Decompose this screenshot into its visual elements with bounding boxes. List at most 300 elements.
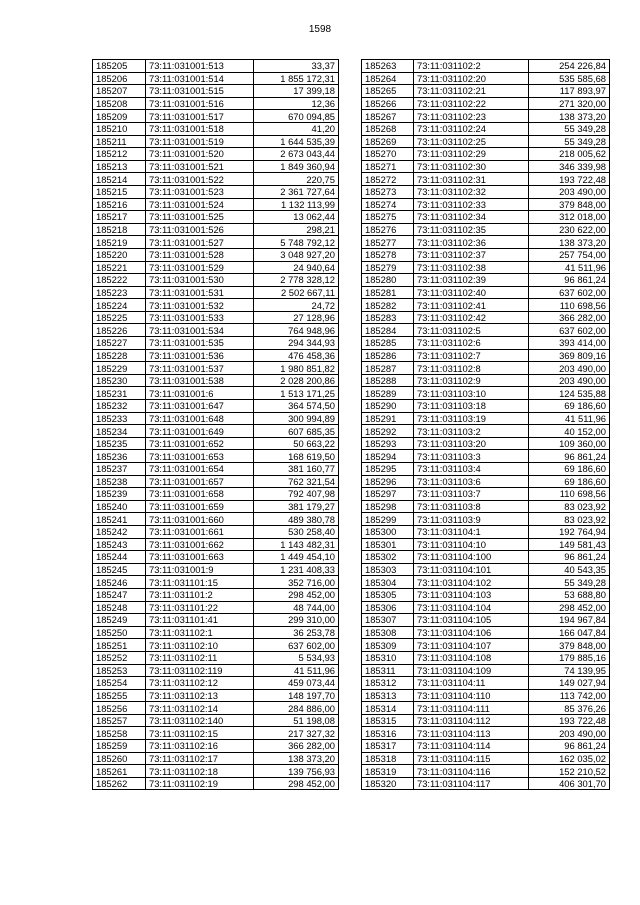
value-cell: 55 349,28: [529, 122, 610, 135]
cadastral-number: 73:11:031103:4: [414, 463, 529, 476]
cadastral-number: 73:11:031001:529: [146, 261, 254, 274]
value-cell: 379 848,00: [529, 639, 610, 652]
value-cell: 230 622,00: [529, 223, 610, 236]
value-cell: 2 361 727,64: [254, 185, 339, 198]
row-number: 185229: [93, 362, 146, 375]
value-cell: 393 414,00: [529, 337, 610, 350]
table-row: [93, 626, 339, 639]
row-number: 185264: [362, 72, 414, 85]
row-number: 185263: [362, 60, 414, 73]
value-cell: 284 886,00: [254, 702, 339, 715]
row-number: 185280: [362, 274, 414, 287]
table-row: [362, 135, 610, 148]
value-cell: 69 186,60: [529, 400, 610, 413]
cadastral-number: 73:11:031102:20: [414, 72, 529, 85]
table-row: [362, 651, 610, 664]
cadastral-number: 73:11:031103:2: [414, 425, 529, 438]
table-row: [93, 614, 339, 627]
value-cell: 149 581,43: [529, 538, 610, 551]
value-cell: 762 321,54: [254, 475, 339, 488]
cadastral-number: 73:11:031102:31: [414, 173, 529, 186]
value-cell: 1 132 113,99: [254, 198, 339, 211]
table-row: [362, 689, 610, 702]
cadastral-number: 73:11:031102:11: [146, 651, 254, 664]
value-cell: 1 449 454,10: [254, 551, 339, 564]
cadastral-number: 73:11:031104:10: [414, 538, 529, 551]
value-cell: 3 048 927,20: [254, 248, 339, 261]
table-row: [362, 311, 610, 324]
row-number: 185246: [93, 576, 146, 589]
cadastral-number: 73:11:031104:113: [414, 727, 529, 740]
cadastral-number: 73:11:031001:6: [146, 387, 254, 400]
cadastral-number: 73:11:031103:10: [414, 387, 529, 400]
table-row: [362, 525, 610, 538]
row-number: 185256: [93, 702, 146, 715]
cadastral-number: 73:11:031102:29: [414, 148, 529, 161]
cadastral-number: 73:11:031102:13: [146, 689, 254, 702]
value-cell: 51 198,08: [254, 714, 339, 727]
value-cell: 792 407,98: [254, 488, 339, 501]
value-cell: 203 490,00: [529, 362, 610, 375]
cadastral-number: 73:11:031001:648: [146, 412, 254, 425]
table-row: [362, 286, 610, 299]
cadastral-number: 73:11:031103:7: [414, 488, 529, 501]
table-row: [93, 551, 339, 564]
table-row: [93, 236, 339, 249]
value-cell: 1 980 851,82: [254, 362, 339, 375]
value-cell: 459 073,44: [254, 677, 339, 690]
table-row: [93, 248, 339, 261]
value-cell: 179 885,16: [529, 651, 610, 664]
row-number: 185292: [362, 425, 414, 438]
cadastral-number: 73:11:031101:15: [146, 576, 254, 589]
row-number: 185225: [93, 311, 146, 324]
value-cell: 50 663,22: [254, 437, 339, 450]
table-row: [362, 349, 610, 362]
table-row: [93, 777, 339, 790]
cadastral-number: 73:11:031102:32: [414, 185, 529, 198]
row-number: 185205: [93, 60, 146, 73]
value-cell: 352 716,00: [254, 576, 339, 589]
table-row: [362, 223, 610, 236]
table-row: [93, 261, 339, 274]
row-number: 185244: [93, 551, 146, 564]
value-cell: 124 535,88: [529, 387, 610, 400]
row-number: 185297: [362, 488, 414, 501]
row-number: 185212: [93, 148, 146, 161]
table-row: [362, 60, 610, 73]
table-row: [362, 274, 610, 287]
value-cell: 254 226,84: [529, 60, 610, 73]
row-number: 185209: [93, 110, 146, 123]
value-cell: 149 027,94: [529, 677, 610, 690]
row-number: 185227: [93, 337, 146, 350]
value-cell: 1 855 172,31: [254, 72, 339, 85]
cadastral-number: 73:11:031102:38: [414, 261, 529, 274]
row-number: 185269: [362, 135, 414, 148]
cadastral-number: 73:11:031001:523: [146, 185, 254, 198]
row-number: 185260: [93, 752, 146, 765]
table-row: [93, 274, 339, 287]
value-cell: 1 849 360,94: [254, 160, 339, 173]
value-cell: 13 062,44: [254, 211, 339, 224]
row-number: 185310: [362, 651, 414, 664]
table-row: [93, 412, 339, 425]
table-row: [362, 702, 610, 715]
value-cell: 637 602,00: [529, 324, 610, 337]
row-number: 185289: [362, 387, 414, 400]
row-number: 185233: [93, 412, 146, 425]
table-row: [362, 677, 610, 690]
table-row: [93, 450, 339, 463]
table-row: [362, 412, 610, 425]
table-row: [362, 173, 610, 186]
row-number: 185218: [93, 223, 146, 236]
cadastral-number: 73:11:031001:9: [146, 563, 254, 576]
cadastral-number: 73:11:031104:109: [414, 664, 529, 677]
table-row: [362, 324, 610, 337]
row-number: 185303: [362, 563, 414, 576]
cadastral-number: 73:11:031001:535: [146, 337, 254, 350]
table-row: [362, 72, 610, 85]
table-row: [93, 513, 339, 526]
table-row: [93, 538, 339, 551]
cadastral-number: 73:11:031102:30: [414, 160, 529, 173]
cadastral-number: 73:11:031104:108: [414, 651, 529, 664]
value-cell: 637 602,00: [254, 639, 339, 652]
value-cell: 41 511,96: [529, 412, 610, 425]
cadastral-number: 73:11:031102:2: [414, 60, 529, 73]
table-row: [362, 488, 610, 501]
table-row: [93, 311, 339, 324]
cadastral-number: 73:11:031104:102: [414, 576, 529, 589]
row-number: 185302: [362, 551, 414, 564]
value-cell: 476 458,36: [254, 349, 339, 362]
cadastral-number: 73:11:031102:7: [414, 349, 529, 362]
cadastral-number: 73:11:031001:520: [146, 148, 254, 161]
value-cell: 69 186,60: [529, 463, 610, 476]
value-cell: 36 253,78: [254, 626, 339, 639]
cadastral-number: 73:11:031102:22: [414, 97, 529, 110]
cadastral-number: 73:11:031001:515: [146, 85, 254, 98]
row-number: 185211: [93, 135, 146, 148]
value-cell: 298,21: [254, 223, 339, 236]
table-row: [93, 160, 339, 173]
value-cell: 166 047,84: [529, 626, 610, 639]
value-cell: 366 282,00: [529, 311, 610, 324]
cadastral-number: 73:11:031102:21: [414, 85, 529, 98]
value-cell: 138 373,20: [529, 236, 610, 249]
table-row: [93, 488, 339, 501]
cadastral-number: 73:11:031103:6: [414, 475, 529, 488]
cadastral-number: 73:11:031103:19: [414, 412, 529, 425]
table-row: [362, 185, 610, 198]
cadastral-number: 73:11:031001:660: [146, 513, 254, 526]
row-number: 185254: [93, 677, 146, 690]
row-number: 185277: [362, 236, 414, 249]
row-number: 185308: [362, 626, 414, 639]
row-number: 185311: [362, 664, 414, 677]
table-row: [362, 463, 610, 476]
row-number: 185268: [362, 122, 414, 135]
table-row: [362, 97, 610, 110]
value-cell: 192 764,94: [529, 525, 610, 538]
row-number: 185247: [93, 588, 146, 601]
table-row: [362, 299, 610, 312]
table-row: [362, 639, 610, 652]
row-number: 185236: [93, 450, 146, 463]
value-cell: 366 282,00: [254, 740, 339, 753]
cadastral-number: 73:11:031001:533: [146, 311, 254, 324]
value-cell: 298 452,00: [254, 777, 339, 790]
table-row: [362, 374, 610, 387]
value-cell: 83 023,92: [529, 513, 610, 526]
row-number: 185298: [362, 500, 414, 513]
cadastral-number: 73:11:031102:5: [414, 324, 529, 337]
row-number: 185274: [362, 198, 414, 211]
value-cell: 48 744,00: [254, 601, 339, 614]
cadastral-number: 73:11:031104:104: [414, 601, 529, 614]
value-cell: 1 143 482,31: [254, 538, 339, 551]
table-row: [362, 437, 610, 450]
value-cell: 138 373,20: [529, 110, 610, 123]
cadastral-number: 73:11:031104:103: [414, 588, 529, 601]
cadastral-number: 73:11:031001:526: [146, 223, 254, 236]
table-row: [362, 160, 610, 173]
cadastral-number: 73:11:031102:140: [146, 714, 254, 727]
table-row: [362, 714, 610, 727]
value-cell: 117 893,97: [529, 85, 610, 98]
row-number: 185294: [362, 450, 414, 463]
value-cell: 1 513 171,25: [254, 387, 339, 400]
cadastral-number: 73:11:031102:41: [414, 299, 529, 312]
row-number: 185319: [362, 765, 414, 778]
cadastral-number: 73:11:031102:34: [414, 211, 529, 224]
table-row: [93, 97, 339, 110]
value-cell: 17 399,18: [254, 85, 339, 98]
row-number: 185320: [362, 777, 414, 790]
cadastral-number: 73:11:031001:659: [146, 500, 254, 513]
row-number: 185237: [93, 463, 146, 476]
row-number: 185249: [93, 614, 146, 627]
table-row: [93, 425, 339, 438]
cadastral-number: 73:11:031001:528: [146, 248, 254, 261]
row-number: 185228: [93, 349, 146, 362]
value-cell: 33,37: [254, 60, 339, 73]
cadastral-number: 73:11:031102:14: [146, 702, 254, 715]
row-number: 185252: [93, 651, 146, 664]
cadastral-number: 73:11:031001:654: [146, 463, 254, 476]
value-cell: 24 940,64: [254, 261, 339, 274]
table-row: [93, 122, 339, 135]
value-cell: 203 490,00: [529, 727, 610, 740]
cadastral-number: 73:11:031104:100: [414, 551, 529, 564]
cadastral-number: 73:11:031001:521: [146, 160, 254, 173]
value-cell: 139 756,93: [254, 765, 339, 778]
value-cell: 41 511,96: [529, 261, 610, 274]
value-cell: 381 179,27: [254, 500, 339, 513]
row-number: 185232: [93, 400, 146, 413]
value-cell: 168 619,50: [254, 450, 339, 463]
row-number: 185230: [93, 374, 146, 387]
row-number: 185220: [93, 248, 146, 261]
row-number: 185306: [362, 601, 414, 614]
value-cell: 299 310,00: [254, 614, 339, 627]
row-number: 185291: [362, 412, 414, 425]
row-number: 185239: [93, 488, 146, 501]
table-row: [93, 362, 339, 375]
value-cell: 40 152,00: [529, 425, 610, 438]
table-row: [362, 425, 610, 438]
cadastral-number: 73:11:031102:6: [414, 337, 529, 350]
table-row: [93, 211, 339, 224]
table-row: [93, 765, 339, 778]
table-row: [93, 563, 339, 576]
cadastral-number: 73:11:031001:647: [146, 400, 254, 413]
table-row: [362, 601, 610, 614]
table-row: [93, 135, 339, 148]
cadastral-number: 73:11:031104:1: [414, 525, 529, 538]
table-row: [93, 324, 339, 337]
row-number: 185286: [362, 349, 414, 362]
row-number: 185221: [93, 261, 146, 274]
cadastral-number: 73:11:031001:538: [146, 374, 254, 387]
row-number: 185278: [362, 248, 414, 261]
value-cell: 294 344,93: [254, 337, 339, 350]
value-cell: 110 698,56: [529, 299, 610, 312]
row-number: 185271: [362, 160, 414, 173]
row-number: 185251: [93, 639, 146, 652]
row-number: 185207: [93, 85, 146, 98]
value-cell: 346 339,98: [529, 160, 610, 173]
value-cell: 1 231 408,33: [254, 563, 339, 576]
table-row: [362, 538, 610, 551]
table-row: [362, 148, 610, 161]
row-number: 185315: [362, 714, 414, 727]
value-cell: 271 320,00: [529, 97, 610, 110]
row-number: 185226: [93, 324, 146, 337]
cadastral-number: 73:11:031001:525: [146, 211, 254, 224]
cadastral-number: 73:11:031102:23: [414, 110, 529, 123]
value-cell: 55 349,28: [529, 576, 610, 589]
value-cell: 96 861,24: [529, 551, 610, 564]
row-number: 185285: [362, 337, 414, 350]
cadastral-number: 73:11:031102:40: [414, 286, 529, 299]
value-cell: 96 861,24: [529, 274, 610, 287]
table-row: [93, 588, 339, 601]
table-row: [362, 626, 610, 639]
table-row: [362, 450, 610, 463]
cadastral-number: 73:11:031104:116: [414, 765, 529, 778]
cadastral-number: 73:11:031001:530: [146, 274, 254, 287]
value-cell: 379 848,00: [529, 198, 610, 211]
page-number: 1598: [308, 24, 332, 35]
cadastral-number: 73:11:031102:36: [414, 236, 529, 249]
cadastral-number: 73:11:031001:524: [146, 198, 254, 211]
table-row: [93, 299, 339, 312]
row-number: 185282: [362, 299, 414, 312]
cadastral-number: 73:11:031001:517: [146, 110, 254, 123]
value-cell: 193 722,48: [529, 173, 610, 186]
cadastral-number: 73:11:031001:527: [146, 236, 254, 249]
table-row: [93, 702, 339, 715]
row-number: 185275: [362, 211, 414, 224]
cadastral-number: 73:11:031001:653: [146, 450, 254, 463]
table-row: [93, 525, 339, 538]
row-number: 185234: [93, 425, 146, 438]
cadastral-number: 73:11:031001:531: [146, 286, 254, 299]
row-number: 185217: [93, 211, 146, 224]
table-row: [93, 664, 339, 677]
cadastral-number: 73:11:031104:107: [414, 639, 529, 652]
table-row: [93, 677, 339, 690]
table-row: [93, 198, 339, 211]
value-cell: 41 511,96: [254, 664, 339, 677]
value-cell: 194 967,84: [529, 614, 610, 627]
row-number: 185266: [362, 97, 414, 110]
table-row: [362, 261, 610, 274]
row-number: 185307: [362, 614, 414, 627]
table-row: [93, 60, 339, 73]
table-row: [362, 362, 610, 375]
table-row: [93, 727, 339, 740]
cadastral-number: 73:11:031104:115: [414, 752, 529, 765]
cadastral-number: 73:11:031104:110: [414, 689, 529, 702]
value-cell: 138 373,20: [254, 752, 339, 765]
value-cell: 257 754,00: [529, 248, 610, 261]
cadastral-number: 73:11:031102:24: [414, 122, 529, 135]
value-cell: 607 685,35: [254, 425, 339, 438]
value-cell: 41,20: [254, 122, 339, 135]
row-number: 185287: [362, 362, 414, 375]
table-row: [362, 563, 610, 576]
value-cell: 109 360,00: [529, 437, 610, 450]
row-number: 185293: [362, 437, 414, 450]
row-number: 185313: [362, 689, 414, 702]
table-row: [93, 639, 339, 652]
row-number: 185240: [93, 500, 146, 513]
cadastral-number: 73:11:031102:37: [414, 248, 529, 261]
table-row: [362, 122, 610, 135]
value-cell: 53 688,80: [529, 588, 610, 601]
row-number: 185214: [93, 173, 146, 186]
registry-table-left: [92, 59, 339, 790]
table-row: [362, 475, 610, 488]
row-number: 185281: [362, 286, 414, 299]
cadastral-number: 73:11:031103:8: [414, 500, 529, 513]
row-number: 185216: [93, 198, 146, 211]
table-row: [362, 664, 610, 677]
row-number: 185241: [93, 513, 146, 526]
row-number: 185259: [93, 740, 146, 753]
table-row: [362, 777, 610, 790]
cadastral-number: 73:11:031001:537: [146, 362, 254, 375]
value-cell: 148 197,70: [254, 689, 339, 702]
row-number: 185296: [362, 475, 414, 488]
row-number: 185290: [362, 400, 414, 413]
table-row: [93, 463, 339, 476]
table-row: [93, 337, 339, 350]
row-number: 185222: [93, 274, 146, 287]
cadastral-number: 73:11:031104:112: [414, 714, 529, 727]
cadastral-number: 73:11:031001:657: [146, 475, 254, 488]
cadastral-number: 73:11:031001:534: [146, 324, 254, 337]
cadastral-number: 73:11:031001:522: [146, 173, 254, 186]
row-number: 185272: [362, 173, 414, 186]
cadastral-number: 73:11:031104:111: [414, 702, 529, 715]
row-number: 185267: [362, 110, 414, 123]
row-number: 185295: [362, 463, 414, 476]
